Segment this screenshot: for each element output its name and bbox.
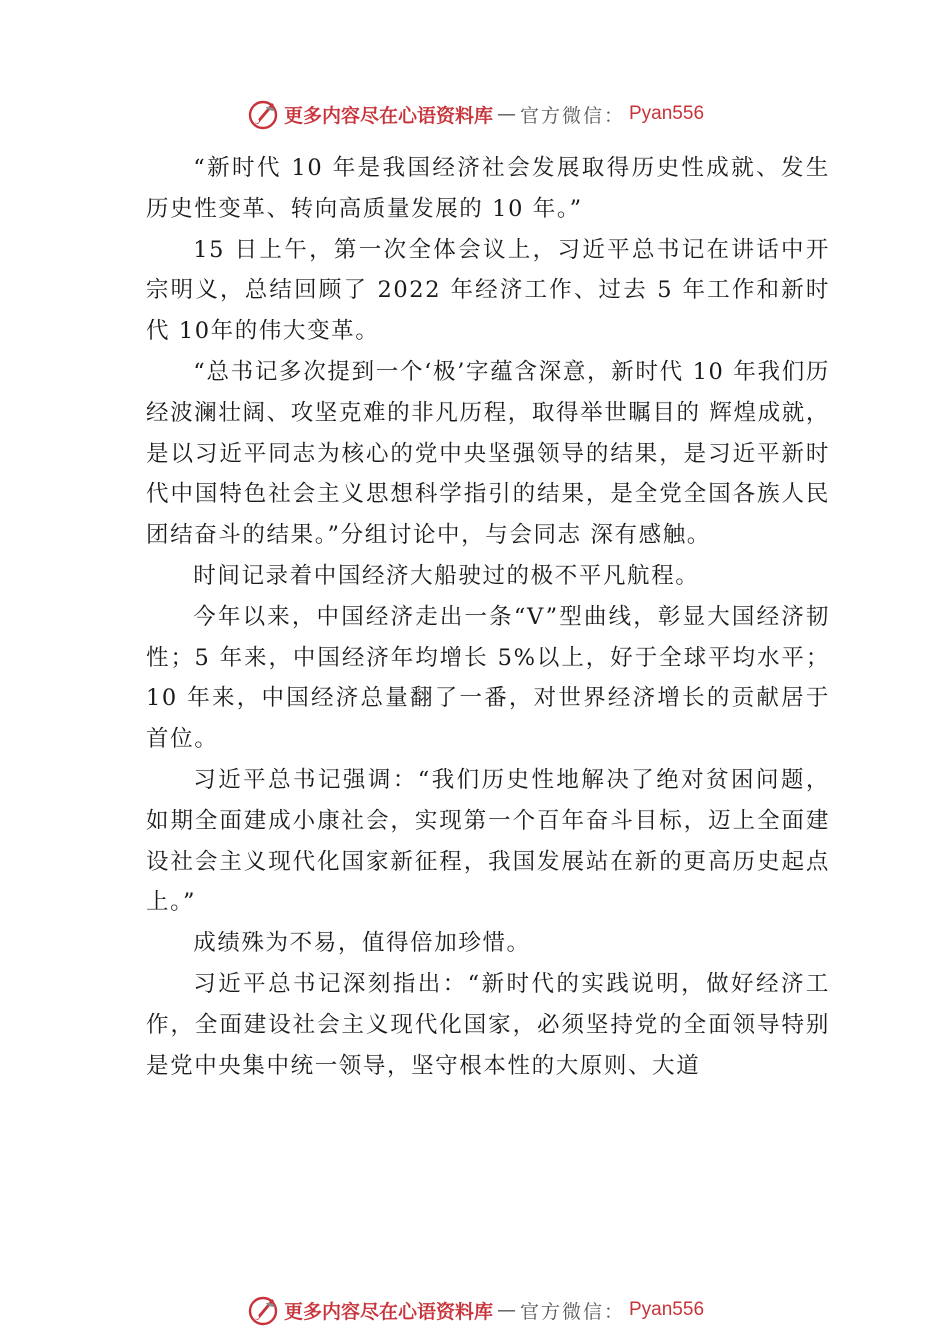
watermark-dash: — [496, 103, 516, 125]
watermark-contact-id: Pyan556 [629, 103, 705, 124]
watermark-dash: — [496, 1299, 516, 1321]
watermark-contact-label: 官方微信： [519, 1300, 625, 1323]
paragraph-1: “新时代 10 年是我国经济社会发展取得历史性成就、发生历史性变革、转向高质量发展的 10 年。” [146, 155, 830, 222]
header-watermark [0, 94, 950, 134]
quill-pen-logo-icon [246, 1293, 280, 1327]
paragraph-5: 今年以来，中国经济走出一条“V”型曲线，彰显大国经济韧性；5 年来，中国经济年均增长 5%以上，好于全球平均水平；10 年来，中国经济总量翻了一番，对世界经济增长的贡献居于首位。 [146, 603, 830, 753]
paragraph-6: 习近平总书记强调：“我们历史性地解决了绝对贫困问题，如期全面建成小康社会，实现第一个百年奋斗目标，迈上全面建设社会主义现代化国家新征程，我国发展站在新的更高历史起点上。” [146, 766, 830, 916]
watermark-site-text: 更多内容尽在心语资料库 [283, 1300, 493, 1323]
paragraph-4: 时间记录着中国经济大船驶过的极不平凡航程。 [193, 562, 700, 589]
watermark-site-text: 更多内容尽在心语资料库 [283, 104, 493, 127]
paragraph-3: “总书记多次提到一个‘极’字蕴含深意，新时代 10 年我们历经波澜壮阔、攻坚克难的非凡历程，取得举世瞩目的 辉煌成就，是以习近平同志为核心的党中央坚强领导的结果，是习近平新时代中国特色社会主义思想科学指引的结果，是全党全国各族人民团结奋斗的结果。”分组讨论中，与会同志 深有感触。 [146, 358, 830, 549]
paragraph-2: 15 日上午，第一次全体会议上，习近平总书记在讲话中开宗明义，总结回顾了 2022 年经济工作、过去 5 年工作和新时代 10年的伟大变革。 [146, 236, 830, 345]
quill-pen-logo-icon [246, 97, 280, 131]
watermark-contact-id: Pyan556 [629, 1299, 705, 1320]
document-body [146, 148, 830, 1086]
watermark-contact-label: 官方微信： [519, 104, 625, 127]
paragraph-8: 习近平总书记深刻指出：“新时代的实践说明，做好经济工作，全面建设社会主义现代化国家，必须坚持党的全面领导特别是党中央集中统一领导，坚守根本性的大原则、大道 [146, 970, 830, 1079]
paragraph-7: 成绩殊为不易，值得倍加珍惜。 [193, 930, 531, 957]
footer-watermark [0, 1290, 950, 1330]
